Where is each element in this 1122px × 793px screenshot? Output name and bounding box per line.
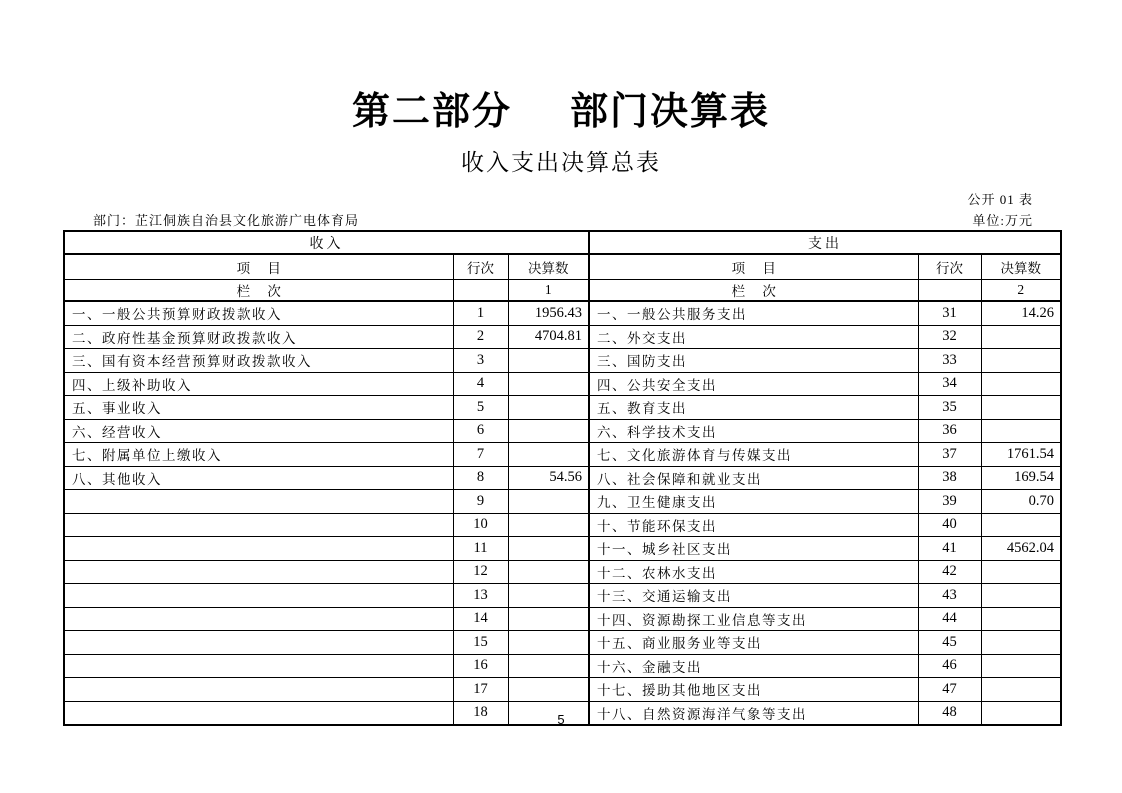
income-amount-cell: 4704.81: [508, 325, 589, 349]
expense-rowno-cell: 43: [918, 584, 981, 608]
column-header-row: [64, 254, 1061, 280]
table-row: [64, 513, 1061, 537]
expense-rowno-colheader: 行次: [918, 254, 981, 280]
table-row: [64, 490, 1061, 514]
page-title: [0, 80, 1122, 135]
income-rowno-cell: 4: [453, 372, 508, 396]
expense-amount-cell: 169.54: [981, 466, 1061, 490]
column-index-row: [64, 280, 1061, 302]
expense-rowno-cell: 41: [918, 537, 981, 561]
income-rowno-cell: 9: [453, 490, 508, 514]
income-index-blank: [453, 280, 508, 302]
income-amount-cell: [508, 372, 589, 396]
expense-rowno-cell: 33: [918, 349, 981, 373]
expense-item-cell: 十七、援助其他地区支出: [589, 678, 918, 702]
expense-rowno-cell: 37: [918, 443, 981, 467]
expense-item-cell: 十一、城乡社区支出: [589, 537, 918, 561]
expense-item-cell: 十二、农林水支出: [589, 560, 918, 584]
expense-rowno-cell: 34: [918, 372, 981, 396]
income-item-cell: 一、一般公共预算财政拨款收入: [64, 301, 453, 325]
expense-amount-cell: [981, 654, 1061, 678]
expense-rowno-cell: 35: [918, 396, 981, 420]
income-rowno-cell: 7: [453, 443, 508, 467]
expense-amount-cell: 14.26: [981, 301, 1061, 325]
expense-item-cell: 十四、资源勘探工业信息等支出: [589, 607, 918, 631]
expense-amount-cell: [981, 349, 1061, 373]
income-rowno-cell: 14: [453, 607, 508, 631]
expense-amount-cell: [981, 607, 1061, 631]
expense-rowno-cell: 48: [918, 701, 981, 725]
expense-item-cell: 七、文化旅游体育与传媒支出: [589, 443, 918, 467]
table-row: [64, 631, 1061, 655]
expense-amount-cell: [981, 419, 1061, 443]
income-amount-colheader: 决算数: [508, 254, 589, 280]
table-row: [64, 537, 1061, 561]
income-item-cell: [64, 513, 453, 537]
table-code-label: 公开 01 表: [967, 192, 1033, 207]
expense-amount-cell: [981, 584, 1061, 608]
income-amount-cell: [508, 560, 589, 584]
expense-rowno-cell: 31: [918, 301, 981, 325]
income-item-cell: [64, 584, 453, 608]
income-rowno-cell: 6: [453, 419, 508, 443]
income-amount-cell: 54.56: [508, 466, 589, 490]
expense-amount-cell: 4562.04: [981, 537, 1061, 561]
income-item-cell: 七、附属单位上缴收入: [64, 443, 453, 467]
expense-rowno-cell: 40: [918, 513, 981, 537]
income-amount-cell: [508, 513, 589, 537]
table-row: [64, 443, 1061, 467]
income-section-header: 收入: [64, 231, 589, 254]
table-row: [64, 560, 1061, 584]
expense-amount-cell: 0.70: [981, 490, 1061, 514]
income-rowno-cell: 18: [453, 701, 508, 725]
expense-item-cell: 十三、交通运输支出: [589, 584, 918, 608]
section-header-row: [64, 231, 1061, 254]
income-item-cell: [64, 560, 453, 584]
expense-item-cell: 六、科学技术支出: [589, 419, 918, 443]
table-row: [64, 466, 1061, 490]
income-index-label: 栏 次: [64, 280, 453, 302]
expense-item-cell: 四、公共安全支出: [589, 372, 918, 396]
income-col-index: 1: [508, 280, 589, 302]
income-amount-cell: [508, 396, 589, 420]
income-amount-cell: [508, 678, 589, 702]
income-item-cell: [64, 490, 453, 514]
expense-item-cell: 十六、金融支出: [589, 654, 918, 678]
expense-item-cell: 十、节能环保支出: [589, 513, 918, 537]
income-rowno-colheader: 行次: [453, 254, 508, 280]
expense-item-cell: 十五、商业服务业等支出: [589, 631, 918, 655]
table-row: [64, 325, 1061, 349]
income-item-cell: [64, 537, 453, 561]
income-amount-cell: [508, 654, 589, 678]
income-amount-cell: [508, 349, 589, 373]
income-rowno-cell: 13: [453, 584, 508, 608]
expense-rowno-cell: 36: [918, 419, 981, 443]
income-rowno-cell: 15: [453, 631, 508, 655]
income-item-cell: 四、上级补助收入: [64, 372, 453, 396]
expense-rowno-cell: 32: [918, 325, 981, 349]
expense-rowno-cell: 46: [918, 654, 981, 678]
income-item-cell: 八、其他收入: [64, 466, 453, 490]
expense-amount-cell: 1761.54: [981, 443, 1061, 467]
income-item-cell: 三、国有资本经营预算财政拨款收入: [64, 349, 453, 373]
expense-rowno-cell: 39: [918, 490, 981, 514]
table-row: [64, 301, 1061, 325]
expense-item-cell: 一、一般公共服务支出: [589, 301, 918, 325]
income-rowno-cell: 1: [453, 301, 508, 325]
expense-rowno-cell: 44: [918, 607, 981, 631]
table-row: [64, 654, 1061, 678]
table-row: [64, 419, 1061, 443]
expense-col-index: 2: [981, 280, 1061, 302]
expense-amount-cell: [981, 396, 1061, 420]
income-amount-cell: [508, 443, 589, 467]
income-rowno-cell: 17: [453, 678, 508, 702]
income-rowno-cell: 2: [453, 325, 508, 349]
expense-amount-cell: [981, 560, 1061, 584]
expense-amount-cell: [981, 513, 1061, 537]
expense-item-colheader: 项 目: [589, 254, 918, 280]
income-amount-cell: [508, 607, 589, 631]
expense-item-cell: 九、卫生健康支出: [589, 490, 918, 514]
income-item-cell: [64, 607, 453, 631]
unit-label: 单位:万元: [972, 213, 1033, 228]
page-subtitle: 收入支出决算总表: [461, 149, 661, 175]
income-item-colheader: 项 目: [64, 254, 453, 280]
income-amount-cell: [508, 584, 589, 608]
income-item-cell: 五、事业收入: [64, 396, 453, 420]
table-row: [64, 584, 1061, 608]
income-item-cell: [64, 631, 453, 655]
table-row: [64, 349, 1061, 373]
income-item-cell: 二、政府性基金预算财政拨款收入: [64, 325, 453, 349]
income-amount-cell: [508, 419, 589, 443]
expense-amount-cell: [981, 372, 1061, 396]
expense-index-label: 栏 次: [589, 280, 918, 302]
income-rowno-cell: 10: [453, 513, 508, 537]
income-rowno-cell: 8: [453, 466, 508, 490]
income-item-cell: 六、经营收入: [64, 419, 453, 443]
income-item-cell: [64, 654, 453, 678]
expense-index-blank: [918, 280, 981, 302]
expense-item-cell: 五、教育支出: [589, 396, 918, 420]
title-part-1: 第二部分: [351, 91, 512, 133]
income-amount-cell: [508, 537, 589, 561]
page-number: 5: [557, 712, 565, 727]
income-rowno-cell: 3: [453, 349, 508, 373]
table-row: [64, 607, 1061, 631]
expense-amount-colheader: 决算数: [981, 254, 1061, 280]
expense-section-header: 支出: [589, 231, 1061, 254]
table-row: [64, 678, 1061, 702]
expense-amount-cell: [981, 631, 1061, 655]
income-rowno-cell: 11: [453, 537, 508, 561]
title-part-2: 部门决算表: [570, 91, 771, 133]
expense-item-cell: 三、国防支出: [589, 349, 918, 373]
expense-rowno-cell: 45: [918, 631, 981, 655]
expense-rowno-cell: 38: [918, 466, 981, 490]
department-label: 部门：芷江侗族自治县文化旅游广电体育局: [93, 213, 360, 228]
table-row: [64, 372, 1061, 396]
expense-rowno-cell: 42: [918, 560, 981, 584]
expense-amount-cell: [981, 678, 1061, 702]
expense-amount-cell: [981, 325, 1061, 349]
income-amount-cell: [508, 490, 589, 514]
income-rowno-cell: 5: [453, 396, 508, 420]
expense-item-cell: 二、外交支出: [589, 325, 918, 349]
income-item-cell: [64, 678, 453, 702]
meta-row: [63, 210, 1060, 229]
income-rowno-cell: 12: [453, 560, 508, 584]
expense-item-cell: 八、社会保障和就业支出: [589, 466, 918, 490]
table-row: [64, 396, 1061, 420]
income-amount-cell: 1956.43: [508, 301, 589, 325]
expense-item-cell: 十八、自然资源海洋气象等支出: [589, 701, 918, 725]
expense-rowno-cell: 47: [918, 678, 981, 702]
budget-table: [63, 230, 1062, 726]
income-rowno-cell: 16: [453, 654, 508, 678]
income-amount-cell: [508, 631, 589, 655]
